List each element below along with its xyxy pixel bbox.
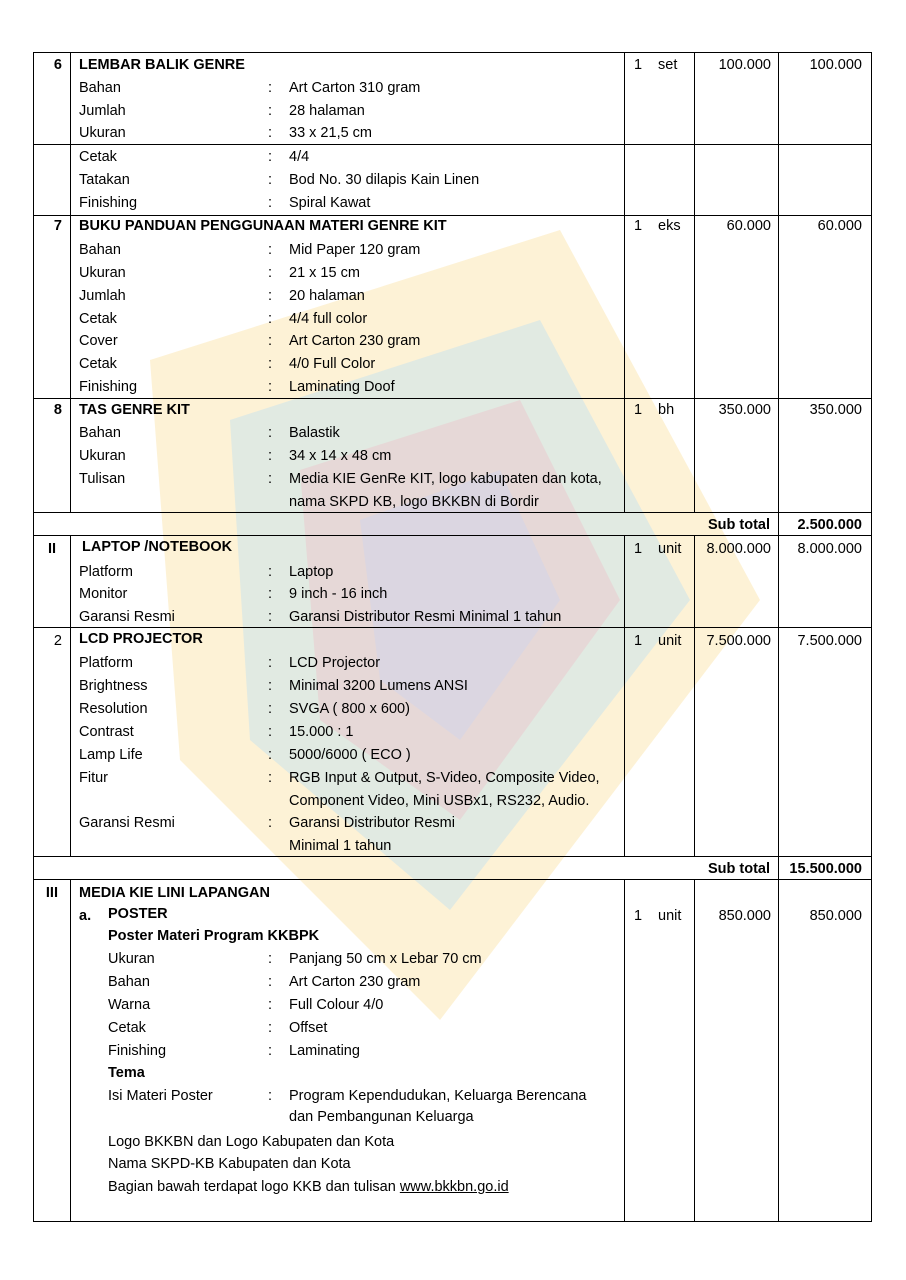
spec-label: Lamp Life [79, 747, 143, 763]
spec-value: 15.000 : 1 [289, 724, 354, 740]
unit-cell: eks [658, 218, 681, 234]
row-number: 6 [53, 57, 62, 73]
note-line: Nama SKPD-KB Kabupaten dan Kota [108, 1156, 351, 1172]
row-number: 8 [53, 402, 62, 418]
colon-separator: : [268, 997, 273, 1013]
colon-separator: : [268, 815, 273, 831]
subtotal-label: Sub total [707, 861, 770, 877]
spec-label: Jumlah [79, 103, 126, 119]
colon-separator: : [268, 288, 273, 304]
spec-value: 34 x 14 x 48 cm [289, 448, 392, 464]
spec-value: Mid Paper 120 gram [289, 242, 421, 258]
spec-label: Resolution [79, 701, 148, 717]
spec-value: RGB Input & Output, S-Video, Composite Video, [289, 770, 600, 786]
table-border [70, 535, 71, 856]
spec-label: Cetak [79, 311, 117, 327]
colon-separator: : [268, 701, 273, 717]
spec-label: Tatakan [79, 172, 130, 188]
spec-label: Ukuran [79, 265, 126, 281]
spec-value-continued: dan Pembangunan Keluarga [289, 1109, 474, 1125]
table-border [33, 215, 872, 216]
spec-value: 4/4 [289, 149, 310, 165]
note-line [108, 1178, 509, 1196]
qty-cell: 1 [634, 633, 643, 649]
spec-label: Garansi Resmi [79, 815, 175, 831]
qty-cell: 1 [634, 402, 643, 418]
qty-cell: 1 [634, 541, 643, 557]
item-title: LCD PROJECTOR [79, 631, 203, 647]
colon-separator: : [268, 425, 273, 441]
item-title: BUKU PANDUAN PENGGUNAAN MATERI GENRE KIT [79, 218, 447, 234]
spec-value: Program Kependudukan, Keluarga Berencana [289, 1088, 587, 1104]
unit-price-cell: 350.000 [718, 402, 771, 418]
table-border [33, 398, 872, 399]
table-border [624, 879, 625, 1221]
subtotal-label: Sub total [707, 517, 770, 533]
spec-label: Warna [108, 997, 151, 1013]
spec-value: Media KIE GenRe KIT, logo kabupaten dan kota, [289, 471, 602, 487]
sub-letter: a. [79, 908, 92, 924]
unit-cell: unit [658, 541, 682, 557]
spec-label: Brightness [79, 678, 148, 694]
colon-separator: : [268, 448, 273, 464]
table-border [624, 535, 625, 856]
spec-value: Art Carton 310 gram [289, 80, 421, 96]
table-border [778, 52, 779, 512]
spec-label: Contrast [79, 724, 134, 740]
table-border [70, 144, 624, 145]
total-price-cell: 350.000 [809, 402, 862, 418]
colon-separator: : [268, 356, 273, 372]
colon-separator: : [268, 311, 273, 327]
spec-label: Bahan [79, 242, 121, 258]
colon-separator: : [268, 379, 273, 395]
spec-label: Bahan [108, 974, 150, 990]
colon-separator: : [268, 747, 273, 763]
spec-label: Monitor [79, 586, 128, 602]
spec-value: Offset [289, 1020, 328, 1036]
tema-heading: Tema [108, 1065, 145, 1081]
spec-value: 28 halaman [289, 103, 365, 119]
unit-cell: unit [658, 908, 682, 924]
item-title: LAPTOP /NOTEBOOK [82, 539, 233, 555]
spec-value-continued: Component Video, Mini USBx1, RS232, Audio. [289, 793, 590, 809]
subtotal-value: 15.500.000 [789, 861, 862, 877]
spec-label: Platform [79, 564, 133, 580]
qty-cell: 1 [634, 908, 643, 924]
colon-separator: : [268, 564, 273, 580]
colon-separator: : [268, 149, 273, 165]
spec-label: Finishing [108, 1043, 167, 1059]
colon-separator: : [268, 80, 273, 96]
unit-price-cell: 100.000 [718, 57, 771, 73]
table-border [694, 52, 695, 512]
spec-label: Cetak [108, 1020, 146, 1036]
spec-value: 33 x 21,5 cm [289, 125, 373, 141]
colon-separator: : [268, 172, 273, 188]
unit-cell: bh [658, 402, 675, 418]
spec-value: Garansi Distributor Resmi Minimal 1 tahun [289, 609, 562, 625]
spec-value: Panjang 50 cm x Lebar 70 cm [289, 951, 482, 967]
row-number: 2 [53, 633, 62, 649]
spec-label: Garansi Resmi [79, 609, 175, 625]
spec-value: Laminating [289, 1043, 360, 1059]
spec-value: Laptop [289, 564, 334, 580]
table-border [871, 52, 872, 1222]
spec-label: Finishing [79, 195, 138, 211]
total-price-cell: 850.000 [809, 908, 862, 924]
colon-separator: : [268, 586, 273, 602]
spec-label: Finishing [79, 379, 138, 395]
table-border [33, 52, 872, 53]
qty-cell: 1 [634, 218, 643, 234]
spec-label: Isi Materi Poster [108, 1088, 213, 1104]
row-number: 7 [53, 218, 62, 234]
spec-value: LCD Projector [289, 655, 381, 671]
spec-value: 4/0 Full Color [289, 356, 376, 372]
table-border [33, 627, 872, 628]
colon-separator: : [268, 333, 273, 349]
table-border [33, 535, 872, 536]
spec-label: Ukuran [79, 448, 126, 464]
spec-value: Art Carton 230 gram [289, 974, 421, 990]
item-title: MEDIA KIE LINI LAPANGAN [79, 885, 270, 901]
colon-separator: : [268, 724, 273, 740]
colon-separator: : [268, 1088, 273, 1104]
sub-title: POSTER [108, 906, 168, 922]
table-border [778, 535, 779, 856]
colon-separator: : [268, 609, 273, 625]
spec-label: Cover [79, 333, 118, 349]
unit-price-cell: 850.000 [718, 908, 771, 924]
table-border [70, 52, 71, 512]
table-border [33, 1221, 872, 1222]
colon-separator: : [268, 265, 273, 281]
spec-value: 5000/6000 ( ECO ) [289, 747, 411, 763]
spec-value: Full Colour 4/0 [289, 997, 384, 1013]
note-prefix: Bagian bawah terdapat logo KKB dan tulisan [108, 1179, 396, 1195]
qty-cell: 1 [634, 57, 643, 73]
spec-value: Laminating Doof [289, 379, 395, 395]
table-border [778, 879, 779, 1221]
spec-label: Ukuran [79, 125, 126, 141]
colon-separator: : [268, 103, 273, 119]
spec-value: 4/4 full color [289, 311, 368, 327]
colon-separator: : [268, 471, 273, 487]
note-line: Logo BKKBN dan Logo Kabupaten dan Kota [108, 1134, 395, 1150]
colon-separator: : [268, 125, 273, 141]
table-border [624, 52, 625, 512]
unit-cell: unit [658, 633, 682, 649]
row-number: III [45, 885, 58, 901]
spec-label: Bahan [79, 425, 121, 441]
spec-value-continued: nama SKPD KB, logo BKKBN di Bordir [289, 494, 539, 510]
colon-separator: : [268, 951, 273, 967]
colon-separator: : [268, 678, 273, 694]
spec-value: Bod No. 30 dilapis Kain Linen [289, 172, 480, 188]
spec-value: SVGA ( 800 x 600) [289, 701, 410, 717]
table-border [694, 879, 695, 1221]
unit-price-cell: 8.000.000 [706, 541, 771, 557]
table-border [694, 535, 695, 856]
spec-label: Cetak [79, 356, 117, 372]
colon-separator: : [268, 655, 273, 671]
spec-value: Balastik [289, 425, 340, 441]
total-price-cell: 8.000.000 [797, 541, 862, 557]
colon-separator: : [268, 242, 273, 258]
spec-value: Minimal 3200 Lumens ANSI [289, 678, 468, 694]
subtotal-value: 2.500.000 [797, 517, 862, 533]
spec-value: 20 halaman [289, 288, 365, 304]
bkkbn-website-link[interactable]: www.bkkbn.go.id [399, 1179, 509, 1195]
spec-value-continued: Minimal 1 tahun [289, 838, 392, 854]
colon-separator: : [268, 1043, 273, 1059]
table-border [33, 512, 872, 513]
spec-label: Jumlah [79, 288, 126, 304]
spec-value: 21 x 15 cm [289, 265, 360, 281]
colon-separator: : [268, 1020, 273, 1036]
spec-label: Ukuran [108, 951, 155, 967]
spec-value: Garansi Distributor Resmi [289, 815, 455, 831]
unit-cell: set [658, 57, 678, 73]
sub-title-2: Poster Materi Program KKBPK [108, 928, 320, 944]
spec-label: Platform [79, 655, 133, 671]
colon-separator: : [268, 974, 273, 990]
colon-separator: : [268, 195, 273, 211]
unit-price-cell: 7.500.000 [706, 633, 771, 649]
spec-label: Fitur [79, 770, 108, 786]
spec-value: 9 inch - 16 inch [289, 586, 388, 602]
table-border [33, 856, 872, 857]
total-price-cell: 7.500.000 [797, 633, 862, 649]
table-border [33, 879, 872, 880]
spec-value: Art Carton 230 gram [289, 333, 421, 349]
table-border [70, 879, 71, 1221]
total-price-cell: 100.000 [809, 57, 862, 73]
spec-label: Bahan [79, 80, 121, 96]
spec-value: Spiral Kawat [289, 195, 371, 211]
row-number: II [47, 541, 56, 557]
spec-label: Tulisan [79, 471, 126, 487]
total-price-cell: 60.000 [817, 218, 862, 234]
item-title: TAS GENRE KIT [79, 402, 190, 418]
colon-separator: : [268, 770, 273, 786]
unit-price-cell: 60.000 [726, 218, 771, 234]
item-title: LEMBAR BALIK GENRE [79, 57, 245, 73]
spec-label: Cetak [79, 149, 117, 165]
